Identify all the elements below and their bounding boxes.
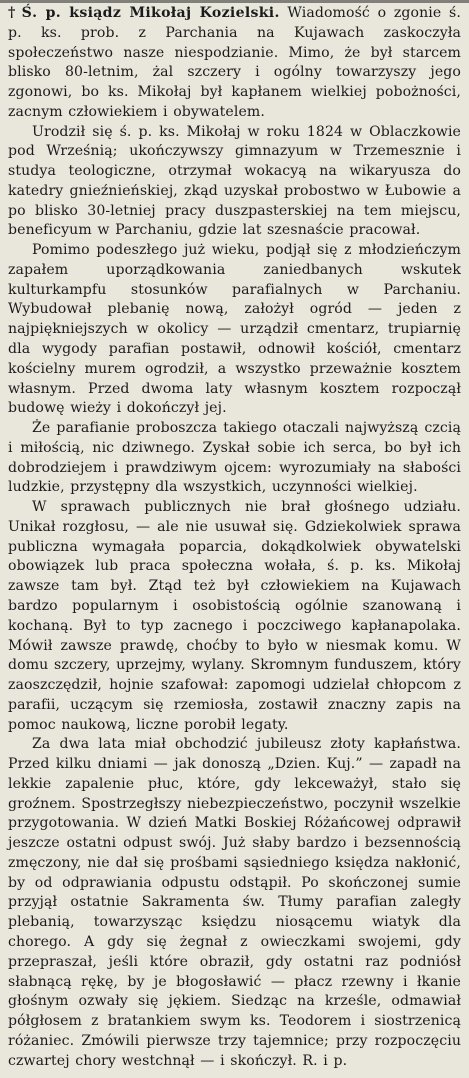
obituary-article: [8, 4, 461, 1071]
paragraph-death: Za dwa lata miał obchodzić jubileusz złoty kapłaństwa. Przed kilku dniami — jak donoszą „Dzien. Kuj.” — zapadł na lekkie zapalenie płuc, które, gdy lekceważył, stało się groźnem. Spostrzegłszy niebezpieczeństwo, poczynił wszelkie przygotowania. W dzień Matki Boskiej Różańcowej odprawił jeszcze ostatni odpust swój. Już słaby bardzo i bezsennością zmęczony, nie dał się prośbami sąsiedniego księdza nakłonić, by od odprawiania odpustu odstąpił. Po skończonej sumie przyjął ostatnie Sakramenta św. Tłumy parafian zaległy plebanią, towarzysząc księdzu niosącemu wiatyk dla chorego. A gdy się żegnał z owieczkami swojemi, gdy przepraszał, jeśli które obraził, gdy ostatni raz podniósł słabnącą rękę, by je błogosławić — płacz rzewny i łkanie głośnym ozwały się jękiem. Siedząc na krześle, odmawiał półgłosem z bratankiem swym ks. Teodorem i siostrzenicą różaniec. Zmówili pierwsze trzy tajemnice; przy rozpoczęciu czwartej chory westchnął — i skończył. R. i p.: [8, 736, 461, 1069]
lead-paragraph: [8, 4, 461, 123]
paragraph-parishioners: Że parafianie proboszcza takiego otaczali najwyższą czcią i miłością, nic dziwnego. Zyskał sobie ich serca, bo był ich dobrodziejem i prawdziwym ojcem: wyrozumiały na słabości ludzkie, przystępny dla wszystkich, uczynności wielkiej.: [8, 420, 461, 496]
lead-text: Wiadomość o zgonie ś. p. ks. prob. z Parchania na Kujawach zaskoczyła społeczeństwo nasze niespodzianie. Mimo, że był starcem blisko 80-letnim, żal szczery i ogólny towarzyszy jego zgonowi, bo ks. Mikołaj był kapłanem wielkiej pobożności, zacnym człowiekiem i obywatelem.: [8, 5, 461, 120]
cross-icon: †: [8, 5, 18, 21]
column-top-rule: [0, 0, 469, 3]
paragraph-public-life: W sprawach publicznych nie brał głośnego udziału. Unikał rozgłosu, — ale nie usuwał się. Gdziekolwiek sprawa publiczna wymagała poparcia, dokądkolwiek obywatelski obowiązek lub praca społeczna wołała, ś. p. ks. Mikołaj zawsze tam był. Ztąd też był człowiekiem na Kujawach bardzo popularnym i osobistością ogólnie szanowaną i kochaną. Był to typ zacnego i poczciwego kapłanapolaka. Mówił zawsze prawdę, choćby to było w niesmak komu. W domu szczery, uprzejmy, wylany. Skromnym funduszem, który zaoszczędził, hojnie szafował: zapomogi udzielał chłopcom z parafii, uczącym się rzemiosła, zostawił znaczny zapis na pomoc naukową, liczne porobił legaty.: [8, 499, 461, 733]
article-headline: Ś. p. ksiądz Mikołaj Kozielski.: [21, 5, 280, 21]
paragraph-birth: Urodził się ś. p. ks. Mikołaj w roku 1824 w Oblaczkowie pod Wrześnią; ukończywszy gimnazyum w Trzemesznie i studya teologiczne, otrzymał wokacyą na wikaryusza do katedry gnieźnieńskiej, zkąd uzyskał probostwo w Łubowie a po blisko 30-letniej pracy duszpasterskiej na tem miejscu, beneficyum w Parchaniu, gdzie lat szesnaście pracował.: [8, 123, 461, 239]
paragraph-works: Pomimo podeszłego już wieku, podjął się z młodzieńczym zapałem uporządkowania zaniedbanych wskutek kulturkampfu stosunków parafialnych w Parchaniu. Wybudował plebanię nową, założył ogród — jeden z najpiękniejszych w okolicy — urządził cmentarz, trupiarnię dla wygody parafian postawił, odnowił kościół, cmentarz kościelny murem ogrodził, a wszystko przeważnie kosztem własnym. Przed dwoma laty własnym kosztem rozpoczął budowę wieży i dokończył jej.: [8, 242, 461, 417]
